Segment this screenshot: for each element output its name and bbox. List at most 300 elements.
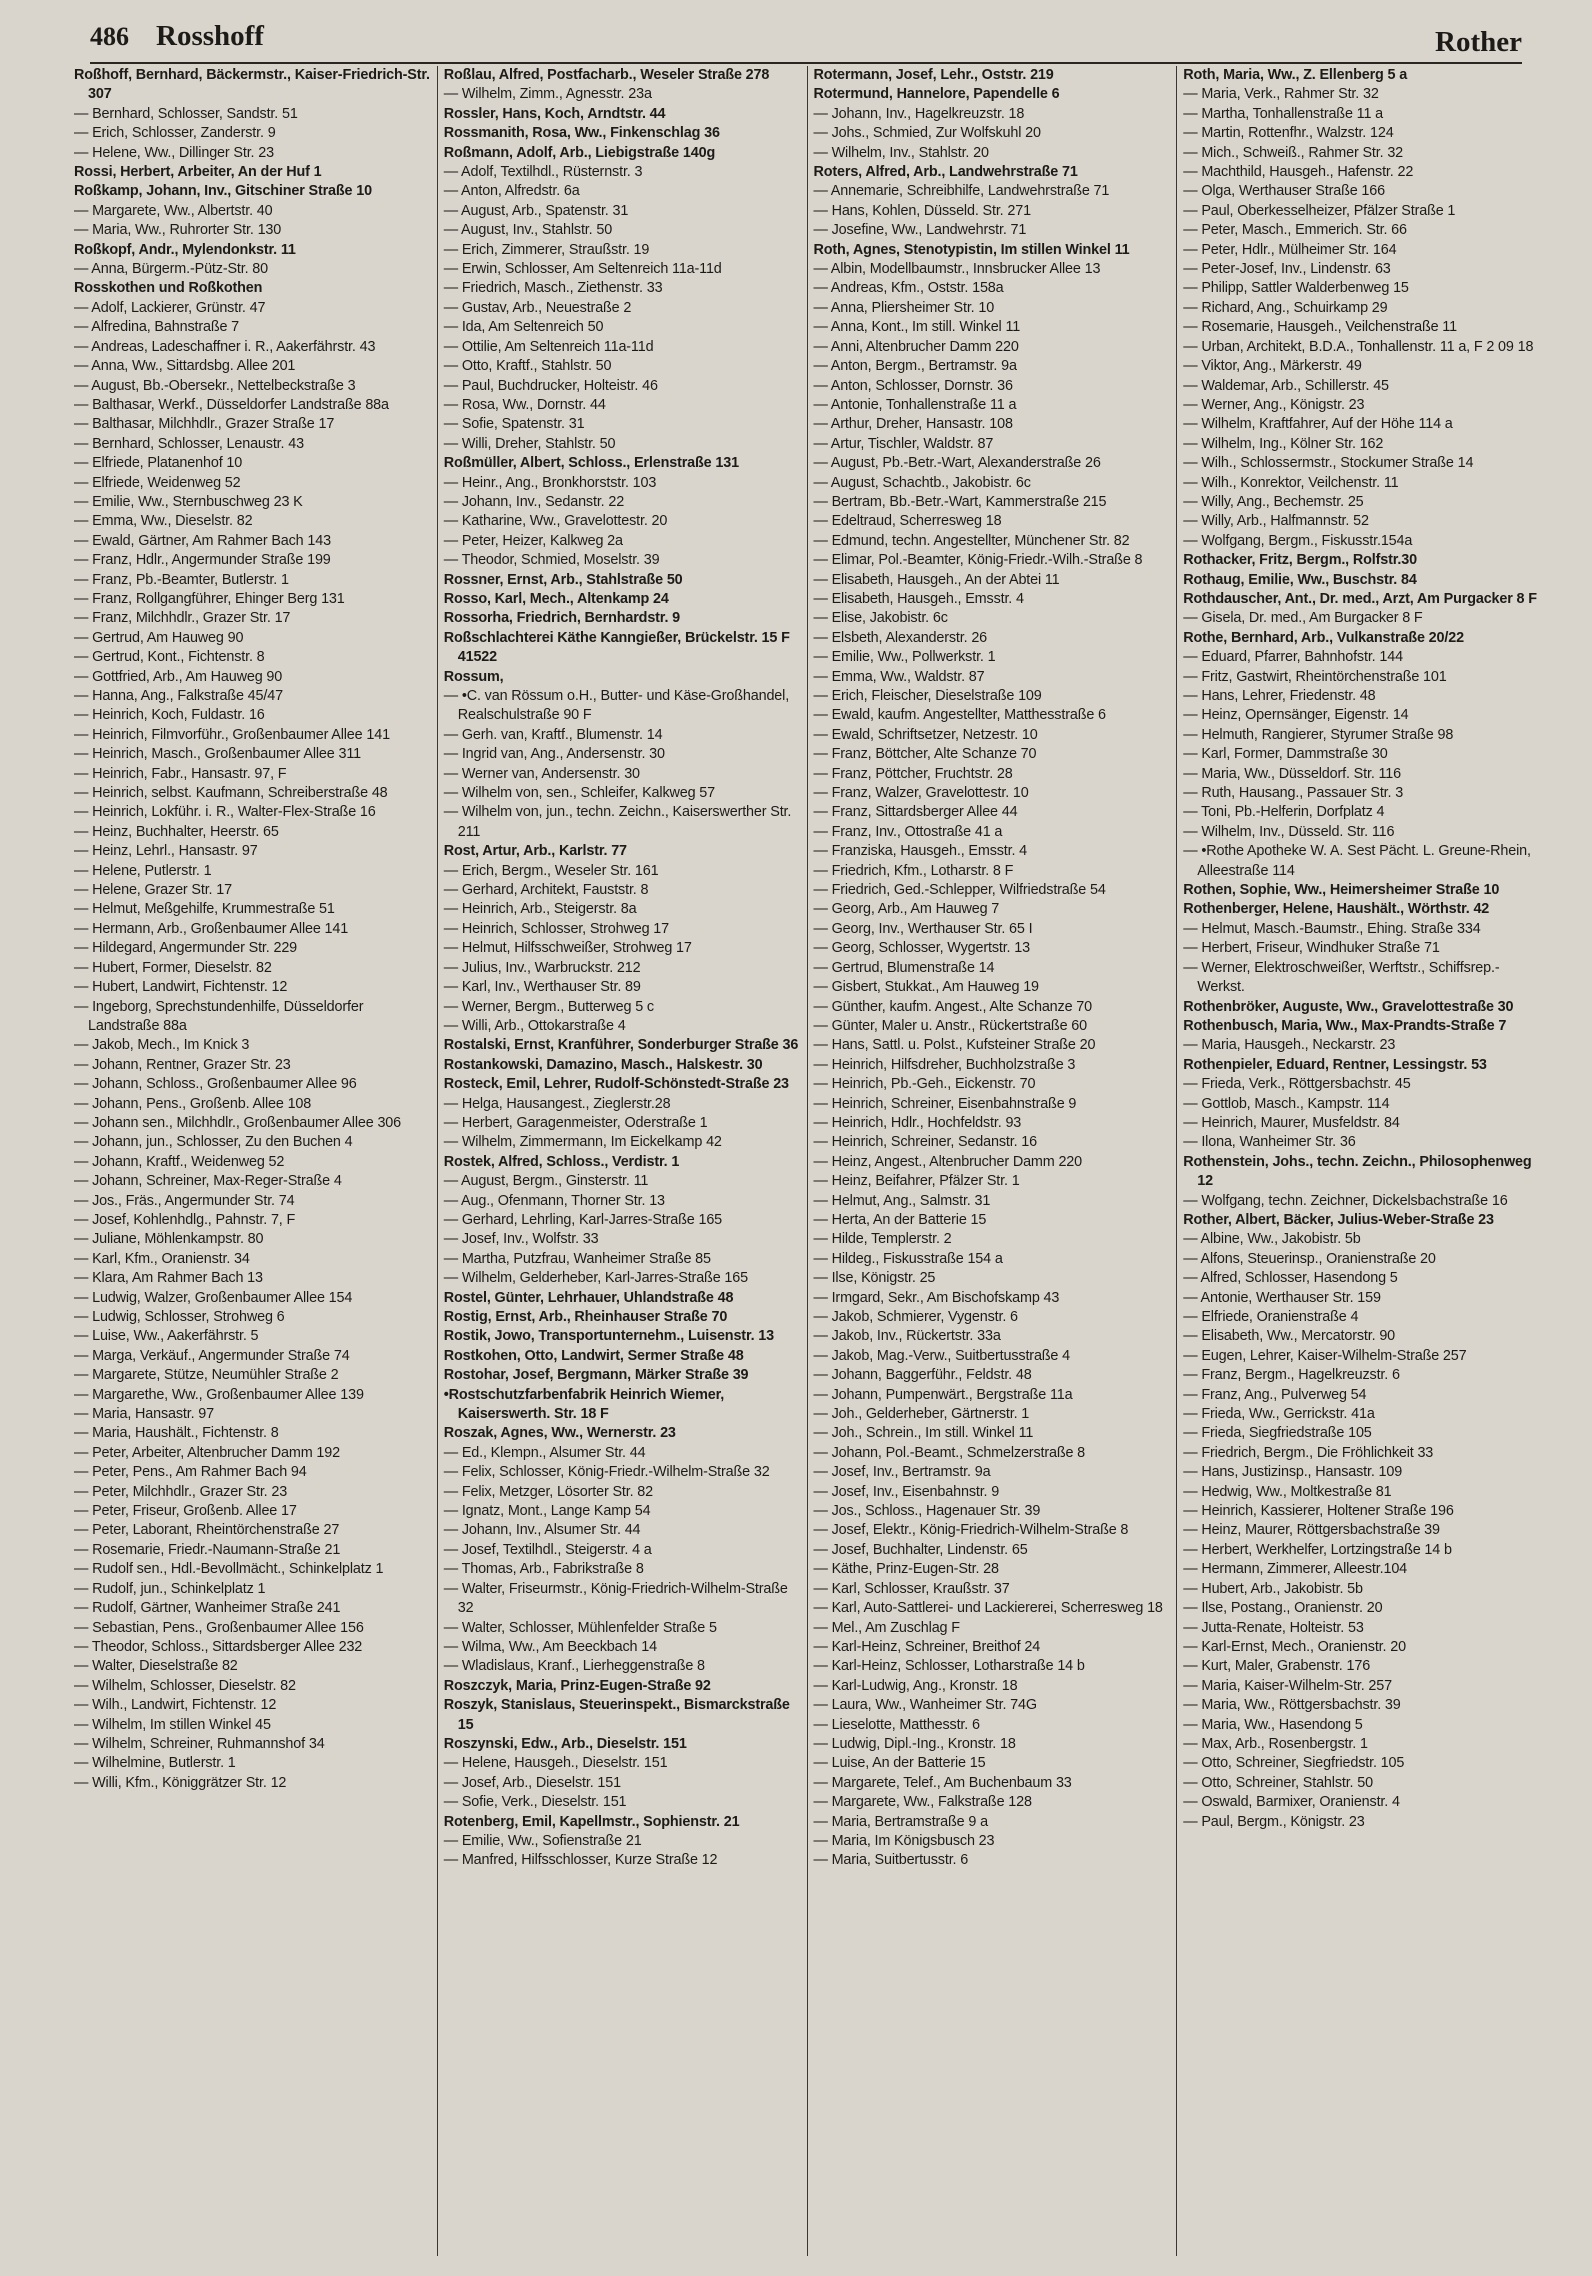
directory-entry: — Ruth, Hausang., Passauer Str. 3 — [1183, 785, 1404, 802]
directory-entry: — Josef, Inv., Eisenbahnstr. 9 — [813, 1483, 1000, 1500]
directory-entry: — Jos., Schloss., Hagenauer Str. 39 — [813, 1503, 1041, 1520]
directory-entry: Rostankowski, Damazino, Masch., Halskestr. 30 — [443, 1056, 763, 1073]
directory-entry: — Ewald, Schriftsetzer, Netzestr. 10 — [813, 726, 1038, 743]
directory-entry: — Johann, Rentner, Grazer Str. 23 — [74, 1056, 291, 1073]
directory-entry: — Hermann, Arb., Großenbaumer Allee 141 — [74, 920, 349, 937]
directory-entry: — Eduard, Pfarrer, Bahnhofstr. 144 — [1183, 649, 1403, 666]
directory-entry: — Peter-Josef, Inv., Lindenstr. 63 — [1183, 261, 1391, 278]
directory-entry: Rothaug, Emilie, Ww., Buschstr. 84 — [1183, 571, 1417, 588]
directory-entry: — Elisabeth, Hausgeh., Emsstr. 4 — [813, 590, 1024, 607]
directory-entry: — Frieda, Ww., Gerrickstr. 41a — [1183, 1406, 1375, 1423]
directory-entry: — Ed., Klempn., Alsumer Str. 44 — [443, 1444, 646, 1461]
directory-entry: — Josef, Inv., Wolfstr. 33 — [443, 1231, 599, 1248]
directory-entry: — Franz, Hdlr., Angermunder Straße 199 — [74, 552, 331, 569]
directory-entry: — Maria, Haushält., Fichtenstr. 8 — [74, 1425, 279, 1442]
directory-entry: — Maria, Bertramstraße 9 a — [813, 1813, 988, 1830]
directory-entry: — Josef, Textilhdl., Steigerstr. 4 a — [443, 1541, 652, 1558]
directory-entry: — Martin, Rottenfhr., Walzstr. 124 — [1183, 125, 1394, 142]
directory-entry: — Alfredina, Bahnstraße 7 — [74, 319, 240, 336]
directory-entry: — Johann, Schreiner, Max-Reger-Straße 4 — [74, 1173, 342, 1190]
directory-entry: — Balthasar, Milchhdlr., Grazer Straße 17 — [74, 416, 335, 433]
directory-entry: Roßschlachterei Käthe Kanngießer, Brückelstr. 15 F 41522 — [443, 629, 790, 666]
directory-entry: — Rosemarie, Friedr.-Naumann-Straße 21 — [74, 1541, 341, 1558]
directory-entry: — Waldemar, Arb., Schillerstr. 45 — [1183, 377, 1389, 394]
directory-entry: — Hubert, Landwirt, Fichtenstr. 12 — [74, 979, 288, 996]
directory-entry: — Johann, Pens., Großenb. Allee 108 — [74, 1095, 312, 1112]
directory-entry: Roßlau, Alfred, Postfacharb., Weseler Straße 278 — [443, 67, 770, 83]
directory-entry: — Fritz, Gastwirt, Rheintörchenstraße 101 — [1183, 668, 1447, 685]
directory-entry: — Gisela, Dr. med., Am Burgacker 8 F — [1183, 610, 1423, 627]
directory-entry: — Heinz, Opernsänger, Eigenstr. 14 — [1183, 707, 1409, 724]
directory-entry: — Paul, Oberkesselheizer, Pfälzer Straße 1 — [1183, 202, 1456, 219]
directory-entry: — Johs., Schmied, Zur Wolfskuhl 20 — [813, 125, 1041, 142]
directory-entry: — Helmut, Masch.-Baumstr., Ehing. Straße 334 — [1183, 920, 1481, 937]
directory-entry: — Hubert, Arb., Jakobistr. 5b — [1183, 1580, 1363, 1597]
directory-entry: Roth, Agnes, Stenotypistin, Im stillen Winkel 11 — [813, 241, 1130, 258]
directory-entry: — Paul, Bergm., Königstr. 23 — [1183, 1813, 1365, 1830]
directory-entry: — Maria, Ww., Düsseldorf. Str. 116 — [1183, 765, 1402, 782]
directory-entry: — Hans, Kohlen, Düsseld. Str. 271 — [813, 202, 1031, 219]
directory-entry: — Helene, Grazer Str. 17 — [74, 882, 232, 899]
directory-entry: — Elise, Jakobistr. 6c — [813, 610, 948, 627]
directory-entry: Roßmann, Adolf, Arb., Liebigstraße 140g — [443, 144, 716, 161]
directory-entry: — Anna, Bürgerm.-Pütz-Str. 80 — [74, 261, 269, 278]
directory-entry: — Richard, Ang., Schuirkamp 29 — [1183, 299, 1388, 316]
directory-entry: — Balthasar, Werkf., Düsseldorfer Landstraße 88a — [74, 396, 389, 413]
directory-entry: Rothacker, Fritz, Bergm., Rolfstr.30 — [1183, 552, 1417, 569]
directory-entry: — Erich, Fleischer, Dieselstraße 109 — [813, 688, 1042, 704]
directory-entry: Roßhoff, Bernhard, Bäckermstr., Kaiser-Friedrich-Str. 307 — [74, 67, 430, 103]
directory-entry: — Viktor, Ang., Märkerstr. 49 — [1183, 358, 1362, 375]
directory-entry: — Jakob, Mag.-Verw., Suitbertusstraße 4 — [813, 1347, 1070, 1364]
directory-entry: — Heinrich, Schreiner, Eisenbahnstraße 9 — [813, 1095, 1077, 1112]
directory-entry: — Alfons, Steuerinsp., Oranienstraße 20 — [1183, 1250, 1436, 1267]
directory-entry: — Johann, Pumpenwärt., Bergstraße 11a — [813, 1386, 1073, 1403]
directory-entry: — August, Arb., Spatenstr. 31 — [443, 202, 629, 219]
directory-entry: Rotenberg, Emil, Kapellmstr., Sophienstr. 21 — [443, 1813, 740, 1830]
directory-entry: — Ewald, kaufm. Angestellter, Matthesstraße 6 — [813, 707, 1106, 724]
directory-entry: — Wilhelm von, sen., Schleifer, Kalkweg 57 — [443, 785, 715, 802]
directory-entry: — Wilhelmine, Butlerstr. 1 — [74, 1755, 236, 1772]
directory-entry: — Irmgard, Sekr., Am Bischofskamp 43 — [813, 1289, 1060, 1306]
directory-entry: — Wilhelm, Inv., Düsseld. Str. 116 — [1183, 823, 1395, 840]
directory-entry: — Josef, Elektr., König-Friedrich-Wilhelm-Straße 8 — [813, 1522, 1129, 1539]
directory-entry: — Johann, jun., Schlosser, Zu den Buchen 4 — [74, 1134, 353, 1151]
directory-entry: — Albine, Ww., Jakobistr. 5b — [1183, 1231, 1361, 1248]
directory-entry: — Josef, Buchhalter, Lindenstr. 65 — [813, 1541, 1028, 1558]
directory-entry: — Erich, Schlosser, Zanderstr. 9 — [74, 125, 276, 142]
directory-entry: — Gerh. van, Kraftf., Blumenstr. 14 — [443, 726, 663, 743]
directory-entry: — Maria, Hausgeh., Neckarstr. 23 — [1183, 1037, 1396, 1054]
directory-entry: — Wilhelm, Kraftfahrer, Auf der Höhe 114 a — [1183, 416, 1453, 433]
directory-entry: — Wilh., Konrektor, Veilchenstr. 11 — [1183, 474, 1399, 491]
directory-entry: — Heinz, Buchhalter, Heerstr. 65 — [74, 823, 279, 840]
directory-entry: — Juliane, Möhlenkampstr. 80 — [74, 1231, 264, 1248]
directory-entry: — Karl, Auto-Sattlerei- und Lackiererei, Scherresweg 18 — [813, 1600, 1163, 1617]
directory-entry: — August, Schachtb., Jakobistr. 6c — [813, 474, 1031, 491]
directory-entry: — Ignatz, Mont., Lange Kamp 54 — [443, 1503, 651, 1520]
directory-entry: — Gustav, Arb., Neuestraße 2 — [443, 299, 632, 316]
directory-entry: — Helene, Putlerstr. 1 — [74, 862, 212, 879]
directory-entry: — Erwin, Schlosser, Am Seltenreich 11a-11d — [443, 261, 722, 278]
directory-entry: Rotermund, Hannelore, Papendelle 6 — [813, 86, 1060, 103]
directory-entry: — Herbert, Werkhelfer, Lortzingstraße 14 b — [1183, 1541, 1452, 1558]
directory-entry: Rother, Albert, Bäcker, Julius-Weber-Straße 23 — [1183, 1211, 1494, 1228]
directory-entry: — Bertram, Bb.-Betr.-Wart, Kammerstraße 215 — [813, 493, 1107, 510]
directory-entry: — Joh., Schrein., Im still. Winkel 11 — [813, 1425, 1034, 1442]
directory-entry: — Gottlob, Masch., Kampstr. 114 — [1183, 1095, 1390, 1112]
directory-entry: Rothenberger, Helene, Haushält., Wörthstr. 42 — [1183, 901, 1490, 918]
directory-entry: — Marga, Verkäuf., Angermunder Straße 74 — [74, 1347, 350, 1364]
directory-entry: — Wilhelm, Im stillen Winkel 45 — [74, 1716, 271, 1733]
directory-entry: — Margarethe, Ww., Großenbaumer Allee 139 — [74, 1386, 364, 1403]
directory-entry: — Franziska, Hausgeh., Emsstr. 4 — [813, 843, 1028, 860]
directory-entry: — Helene, Hausgeh., Dieselstr. 151 — [443, 1755, 668, 1772]
header-left-keyword: Rosshoff — [156, 20, 264, 52]
directory-entry: — Wilhelm, Inv., Stahlstr. 20 — [813, 144, 989, 161]
directory-entry: — Elfriede, Oranienstraße 4 — [1183, 1309, 1359, 1325]
directory-entry: Rostig, Ernst, Arb., Rheinhauser Straße 70 — [443, 1309, 728, 1325]
directory-entry: — Oswald, Barmixer, Oranienstr. 4 — [1183, 1794, 1400, 1811]
directory-entry: Rossi, Herbert, Arbeiter, An der Huf 1 — [74, 164, 322, 181]
directory-entry: — Helmuth, Rangierer, Styrumer Straße 98 — [1183, 726, 1454, 743]
directory-entry: — Willi, Arb., Ottokarstraße 4 — [443, 1017, 626, 1034]
directory-entry: — Walter, Dieselstraße 82 — [74, 1658, 238, 1675]
directory-entry: — Heinrich, Arb., Steigerstr. 8a — [443, 901, 637, 918]
directory-entry: — Josef, Kohlenhdlg., Pahnstr. 7, F — [74, 1211, 296, 1228]
directory-entry: — Peter, Arbeiter, Altenbrucher Damm 192 — [74, 1444, 340, 1461]
directory-entry: — Anton, Schlosser, Dornstr. 36 — [813, 377, 1013, 394]
directory-entry: — Hubert, Former, Dieselstr. 82 — [74, 959, 272, 976]
directory-entry: — Heinrich, selbst. Kaufmann, Schreiberstraße 48 — [74, 785, 388, 802]
directory-entry: — Peter, Friseur, Großenb. Allee 17 — [74, 1503, 297, 1520]
directory-entry: — Lieselotte, Matthesstr. 6 — [813, 1716, 980, 1733]
directory-entry: — Franz, Bergm., Hagelkreuzstr. 6 — [1183, 1367, 1400, 1384]
directory-entry: — Karl, Schlosser, Kraußstr. 37 — [813, 1580, 1010, 1597]
directory-entry: — Willi, Dreher, Stahlstr. 50 — [443, 435, 616, 452]
directory-entry: — Emilie, Ww., Sternbuschweg 23 K — [74, 493, 303, 510]
directory-entry: — Jakob, Schmierer, Vygenstr. 6 — [813, 1309, 1018, 1325]
directory-entry: Rossmanith, Rosa, Ww., Finkenschlag 36 — [443, 125, 720, 142]
directory-entry: — Julius, Inv., Warbruckstr. 212 — [443, 959, 641, 976]
directory-entry: — Werner, Bergm., Butterweg 5 c — [443, 998, 654, 1015]
directory-entry: — Artur, Tischler, Waldstr. 87 — [813, 435, 994, 452]
directory-entry: Rothenbröker, Auguste, Ww., Gravelottestraße 30 — [1183, 998, 1514, 1015]
directory-entry: — Wladislaus, Kranf., Lierheggenstraße 8 — [443, 1658, 705, 1675]
directory-entry: — Anton, Bergm., Bertramstr. 9a — [813, 358, 1017, 375]
directory-entry: — August, Inv., Stahlstr. 50 — [443, 222, 613, 239]
directory-entry: — Heinrich, Hdlr., Hochfeldstr. 93 — [813, 1114, 1022, 1131]
directory-entry: — Franz, Inv., Ottostraße 41 a — [813, 823, 1003, 840]
directory-entry: — Elimar, Pol.-Beamter, König-Friedr.-Wilh.-Straße 8 — [813, 552, 1143, 569]
directory-entry: — Manfred, Hilfsschlosser, Kurze Straße 12 — [443, 1852, 718, 1869]
directory-entry: — Wolfgang, Bergm., Fiskusstr.154a — [1183, 532, 1413, 549]
directory-entry: — Franz, Pb.-Beamter, Butlerstr. 1 — [74, 571, 289, 588]
directory-entry: — Willy, Arb., Halfmannstr. 52 — [1183, 513, 1369, 530]
directory-entry: — Werner, Elektroschweißer, Werftstr., Schiffsrep.-Werkst. — [1183, 959, 1500, 996]
directory-entry: — Johann, Kraftf., Weidenweg 52 — [74, 1153, 285, 1170]
directory-entry: — Heinrich, Lokführ. i. R., Walter-Flex-Straße 16 — [74, 804, 376, 821]
directory-entry: Rossner, Ernst, Arb., Stahlstraße 50 — [443, 571, 683, 588]
directory-entry: — Andreas, Kfm., Oststr. 158a — [813, 280, 1004, 297]
directory-entry: — Heinz, Angest., Altenbrucher Damm 220 — [813, 1153, 1083, 1170]
directory-entry: — Peter, Heizer, Kalkweg 2a — [443, 532, 623, 549]
directory-entry: Rostek, Alfred, Schloss., Verdistr. 1 — [443, 1153, 680, 1170]
directory-entry: — Urban, Architekt, B.D.A., Tonhallenstr. 11 a, F 2 09 18 — [1183, 338, 1534, 355]
directory-entry: — Rosa, Ww., Dornstr. 44 — [443, 396, 606, 413]
directory-entry: — Werner, Ang., Königstr. 23 — [1183, 396, 1365, 413]
directory-entry: — Heinrich, Schlosser, Strohweg 17 — [443, 920, 670, 937]
directory-entry: Rossorha, Friedrich, Bernhardstr. 9 — [443, 610, 681, 627]
directory-entry: — Jos., Fräs., Angermunder Str. 74 — [74, 1192, 295, 1209]
directory-entry: — Frieda, Siegfriedstraße 105 — [1183, 1425, 1372, 1442]
directory-entry: — Maria, Ww., Hasendong 5 — [1183, 1716, 1363, 1733]
directory-entry: — Herta, An der Batterie 15 — [813, 1211, 987, 1228]
directory-entry: — Helmut, Hilfsschweißer, Strohweg 17 — [443, 940, 692, 957]
directory-entry: — Hermann, Zimmerer, Alleestr.104 — [1183, 1561, 1408, 1578]
directory-entry: — Frieda, Verk., Röttgersbachstr. 45 — [1183, 1076, 1411, 1093]
directory-entry: — Edmund, techn. Angestellter, Münchener Str. 82 — [813, 532, 1130, 549]
directory-entry: — Felix, Schlosser, König-Friedr.-Wilhelm-Straße 32 — [443, 1464, 770, 1481]
directory-entry: — Franz, Rollgangführer, Ehinger Berg 131 — [74, 590, 345, 607]
directory-entry: — Franz, Sittardsberger Allee 44 — [813, 804, 1018, 821]
directory-entry: — Walter, Friseurmstr., König-Friedrich-Wilhelm-Straße 32 — [443, 1580, 788, 1617]
directory-entry: — Helene, Ww., Dillinger Str. 23 — [74, 144, 274, 161]
directory-entry: — Wilh., Schlossermstr., Stockumer Straße 14 — [1183, 455, 1474, 472]
directory-entry: — Luise, Ww., Aakerfährstr. 5 — [74, 1328, 259, 1345]
directory-entry: — Heinrich, Kassierer, Holtener Straße 196 — [1183, 1503, 1454, 1520]
directory-entry: Rotermann, Josef, Lehr., Oststr. 219 — [813, 67, 1054, 83]
directory-entry: — Hans, Lehrer, Friedenstr. 48 — [1183, 688, 1376, 704]
directory-entry: — Margarete, Ww., Falkstraße 128 — [813, 1794, 1032, 1811]
directory-entry: — Ingeborg, Sprechstundenhilfe, Düsseldorfer Landstraße 88a — [74, 998, 364, 1034]
directory-entry: — Anni, Altenbrucher Damm 220 — [813, 338, 1019, 355]
directory-entry: Rothenstein, Johs., techn. Zeichn., Philosophenweg 12 — [1183, 1153, 1532, 1190]
column-2 — [438, 66, 808, 2256]
directory-entry: — Ewald, Gärtner, Am Rahmer Bach 143 — [74, 532, 331, 549]
directory-entry: Rothen, Sophie, Ww., Heimersheimer Straße 10 — [1183, 882, 1500, 899]
directory-entry: — Karl-Heinz, Schreiner, Breithof 24 — [813, 1638, 1041, 1655]
directory-entry: — Rudolf, Gärtner, Wanheimer Straße 241 — [74, 1600, 341, 1617]
page-header — [90, 18, 1522, 64]
directory-entry: — Josef, Inv., Bertramstr. 9a — [813, 1464, 991, 1481]
directory-entry: — Wilhelm, Schreiner, Ruhmannshof 34 — [74, 1735, 325, 1752]
directory-entry: — Gertrud, Blumenstraße 14 — [813, 959, 995, 976]
directory-entry: — Käthe, Prinz-Eugen-Str. 28 — [813, 1561, 999, 1578]
directory-entry: — Hildeg., Fiskusstraße 154 a — [813, 1250, 1003, 1267]
directory-entry: — Jakob, Inv., Rückertstr. 33a — [813, 1328, 1001, 1345]
directory-entry: — Herbert, Garagenmeister, Oderstraße 1 — [443, 1114, 708, 1131]
directory-entry: Roszak, Agnes, Ww., Wernerstr. 23 — [443, 1425, 676, 1442]
directory-entry: — Otto, Schreiner, Siegfriedstr. 105 — [1183, 1755, 1405, 1772]
directory-entry: — Wilhelm, Ing., Kölner Str. 162 — [1183, 435, 1384, 452]
directory-entry: — •Rothe Apotheke W. A. Sest Pächt. L. Greune-Rhein, Alleestraße 114 — [1183, 843, 1531, 879]
directory-entry: — Franz, Ang., Pulverweg 54 — [1183, 1386, 1367, 1403]
directory-entry: — Heinrich, Schreiner, Sedanstr. 16 — [813, 1134, 1038, 1151]
directory-entry: — Peter, Masch., Emmerich. Str. 66 — [1183, 222, 1407, 239]
directory-columns — [68, 66, 1546, 2256]
directory-entry: — Emilie, Ww., Sofienstraße 21 — [443, 1832, 642, 1849]
directory-entry: — Sofie, Verk., Dieselstr. 151 — [443, 1794, 627, 1811]
directory-entry: — Maria, Ww., Röttgersbachstr. 39 — [1183, 1697, 1401, 1714]
directory-entry: — Maria, Verk., Rahmer Str. 32 — [1183, 86, 1379, 103]
directory-entry: — Wilhelm, Gelderheber, Karl-Jarres-Straße 165 — [443, 1270, 748, 1287]
directory-entry: — Martha, Putzfrau, Wanheimer Straße 85 — [443, 1250, 711, 1267]
directory-entry: — Mich., Schweiß., Rahmer Str. 32 — [1183, 144, 1404, 161]
directory-entry: Rossum, — [443, 668, 504, 685]
directory-entry: — Anna, Pliersheimer Str. 10 — [813, 299, 995, 316]
directory-entry: — Felix, Metzger, Lösorter Str. 82 — [443, 1483, 653, 1500]
directory-entry: — Ludwig, Dipl.-Ing., Kronstr. 18 — [813, 1735, 1016, 1752]
directory-entry: — Alfred, Schlosser, Hasendong 5 — [1183, 1270, 1398, 1287]
page-number: 486 — [90, 22, 129, 51]
directory-entry: — Ludwig, Schlosser, Strohweg 6 — [74, 1309, 285, 1325]
directory-entry: — Bernhard, Schlosser, Sandstr. 51 — [74, 105, 298, 122]
directory-entry: — Hans, Sattl. u. Polst., Kufsteiner Straße 20 — [813, 1037, 1096, 1054]
directory-entry: — Wilhelm von, jun., techn. Zeichn., Kaiserswerther Str. 211 — [443, 804, 792, 840]
directory-entry: — Ottilie, Am Seltenreich 11a-11d — [443, 338, 654, 355]
directory-entry: — Gerhard, Lehrling, Karl-Jarres-Straße 165 — [443, 1211, 723, 1228]
directory-entry: — Elfriede, Weidenweg 52 — [74, 474, 241, 491]
directory-entry: — Ida, Am Seltenreich 50 — [443, 319, 604, 336]
directory-entry: — Heinr., Ang., Bronkhorststr. 103 — [443, 474, 657, 491]
directory-entry: — Sofie, Spatenstr. 31 — [443, 416, 585, 433]
directory-entry: — Philipp, Sattler Walderbenweg 15 — [1183, 280, 1409, 297]
directory-entry: — Andreas, Ladeschaffner i. R., Aakerfährstr. 43 — [74, 338, 376, 355]
directory-entry: — Luise, An der Batterie 15 — [813, 1755, 986, 1772]
directory-entry: — Margarete, Telef., Am Buchenbaum 33 — [813, 1774, 1072, 1791]
directory-entry: — Laura, Ww., Wanheimer Str. 74G — [813, 1697, 1037, 1714]
directory-entry: — Erich, Zimmerer, Straußstr. 19 — [443, 241, 650, 258]
directory-entry: — Anna, Ww., Sittardsbg. Allee 201 — [74, 358, 296, 375]
directory-entry: — Friedrich, Ged.-Schlepper, Wilfriedstraße 54 — [813, 882, 1106, 899]
directory-entry: — Kurt, Maler, Grabenstr. 176 — [1183, 1658, 1371, 1675]
directory-entry: — Johann sen., Milchhdlr., Großenbaumer Allee 306 — [74, 1114, 402, 1131]
directory-entry: — August, Pb.-Betr.-Wart, Alexanderstraße 26 — [813, 455, 1101, 472]
directory-entry: Roth, Maria, Ww., Z. Ellenberg 5 a — [1183, 67, 1408, 83]
directory-entry: — Heinz, Maurer, Röttgersbachstraße 39 — [1183, 1522, 1440, 1539]
directory-entry: Rothenbusch, Maria, Ww., Max-Prandts-Straße 7 — [1183, 1017, 1507, 1034]
directory-entry: — August, Bergm., Ginsterstr. 11 — [443, 1173, 649, 1190]
directory-entry: — Otto, Schreiner, Stahlstr. 50 — [1183, 1774, 1373, 1791]
directory-entry: — Maria, Ww., Ruhrorter Str. 130 — [74, 222, 282, 239]
directory-entry: — Heinz, Beifahrer, Pfälzer Str. 1 — [813, 1173, 1020, 1190]
directory-entry: — Günter, Maler u. Anstr., Rückertstraße 60 — [813, 1017, 1087, 1034]
directory-entry: Roszynski, Edw., Arb., Dieselstr. 151 — [443, 1735, 687, 1752]
directory-entry: — Adolf, Textilhdl., Rüsternstr. 3 — [443, 164, 643, 181]
directory-entry: — Johann, Inv., Hagelkreuzstr. 18 — [813, 105, 1025, 122]
directory-entry: — Sebastian, Pens., Großenbaumer Allee 156 — [74, 1619, 364, 1636]
directory-entry: — Anna, Kont., Im still. Winkel 11 — [813, 319, 1021, 336]
directory-entry: — Emma, Ww., Dieselstr. 82 — [74, 513, 253, 530]
directory-entry: — Joh., Gelderheber, Gärtnerstr. 1 — [813, 1406, 1030, 1423]
directory-entry: — Willy, Ang., Bechemstr. 25 — [1183, 493, 1364, 510]
directory-entry: — Gisbert, Stukkat., Am Hauweg 19 — [813, 979, 1039, 996]
directory-entry: Rostel, Günter, Lehrhauer, Uhlandstraße 48 — [443, 1289, 734, 1306]
directory-entry: — •C. van Rössum o.H., Butter- und Käse-Großhandel, Realschulstraße 90 F — [443, 688, 790, 724]
directory-entry: Rostohar, Josef, Bergmann, Märker Straße 39 — [443, 1367, 749, 1384]
directory-entry: — Franz, Walzer, Gravelottestr. 10 — [813, 785, 1029, 802]
directory-entry: — Karl-Ernst, Mech., Oranienstr. 20 — [1183, 1638, 1406, 1655]
directory-entry: — Anton, Alfredstr. 6a — [443, 183, 580, 200]
directory-entry: — Johann, Inv., Alsumer Str. 44 — [443, 1522, 641, 1539]
directory-entry: — Arthur, Dreher, Hansastr. 108 — [813, 416, 1013, 433]
directory-entry: — Peter, Pens., Am Rahmer Bach 94 — [74, 1464, 307, 1481]
directory-entry: — Josefine, Ww., Landwehrstr. 71 — [813, 222, 1027, 239]
directory-entry: Roszyk, Stanislaus, Steuerinspekt., Bismarckstraße 15 — [443, 1697, 790, 1733]
directory-entry: — Mel., Am Zuschlag F — [813, 1619, 960, 1636]
directory-entry: Rosso, Karl, Mech., Altenkamp 24 — [443, 590, 669, 607]
directory-entry: — Peter, Laborant, Rheintörchenstraße 27 — [74, 1522, 340, 1539]
directory-entry: — Helmut, Meßgehilfe, Krummestraße 51 — [74, 901, 335, 918]
directory-entry: — Paul, Buchdrucker, Holteistr. 46 — [443, 377, 658, 394]
directory-entry: •Rostschutzfarbenfabrik Heinrich Wiemer, Kaiserswerth. Str. 18 F — [443, 1386, 725, 1423]
directory-entry: — Theodor, Schmied, Moselstr. 39 — [443, 552, 660, 569]
directory-entry: — Elisabeth, Ww., Mercatorstr. 90 — [1183, 1328, 1396, 1345]
directory-entry: — Friedrich, Masch., Ziethenstr. 33 — [443, 280, 663, 297]
directory-entry: — Jutta-Renate, Holteistr. 53 — [1183, 1619, 1364, 1636]
directory-entry: — Thomas, Arb., Fabrikstraße 8 — [443, 1561, 644, 1578]
directory-entry: Rosskothen und Roßkothen — [74, 280, 263, 297]
directory-entry: Rostalski, Ernst, Kranführer, Sonderburger Straße 36 — [443, 1037, 799, 1054]
directory-entry: — Toni, Pb.-Helferin, Dorfplatz 4 — [1183, 804, 1385, 821]
directory-entry: — Friedrich, Kfm., Lotharstr. 8 F — [813, 862, 1014, 879]
directory-entry: — Olga, Werthauser Straße 166 — [1183, 183, 1385, 200]
directory-entry: — Ingrid van, Ang., Andersenstr. 30 — [443, 746, 665, 763]
directory-entry: — Wilhelm, Zimm., Agnesstr. 23a — [443, 86, 652, 103]
directory-entry: — Karl-Heinz, Schlosser, Lotharstraße 14 b — [813, 1658, 1085, 1675]
directory-entry: Rothdauscher, Ant., Dr. med., Arzt, Am Purgacker 8 F — [1183, 590, 1537, 607]
directory-entry: Rosteck, Emil, Lehrer, Rudolf-Schönstedt-Straße 23 — [443, 1076, 789, 1093]
directory-entry: — Aug., Ofenmann, Thorner Str. 13 — [443, 1192, 665, 1209]
directory-entry: — Josef, Arb., Dieselstr. 151 — [443, 1774, 621, 1791]
directory-entry: — Maria, Suitbertusstr. 6 — [813, 1852, 969, 1869]
directory-entry: — Johann, Pol.-Beamt., Schmelzerstraße 8 — [813, 1444, 1086, 1461]
directory-entry: — Maria, Hansastr. 97 — [74, 1406, 215, 1423]
directory-entry: Rostik, Jowo, Transportunternehm., Luisenstr. 13 — [443, 1328, 774, 1345]
directory-entry: — Peter, Milchhdlr., Grazer Str. 23 — [74, 1483, 288, 1500]
directory-entry: — Klara, Am Rahmer Bach 13 — [74, 1270, 263, 1287]
directory-entry: — Karl, Kfm., Oranienstr. 34 — [74, 1250, 250, 1267]
directory-entry: — Emma, Ww., Waldstr. 87 — [813, 668, 985, 685]
directory-entry: — Ilse, Königstr. 25 — [813, 1270, 936, 1287]
directory-entry: — Elfriede, Platanenhof 10 — [74, 455, 243, 472]
directory-entry: Roßkopf, Andr., Mylendonkstr. 11 — [74, 241, 296, 258]
directory-entry: — Annemarie, Schreibhilfe, Landwehrstraße 71 — [813, 183, 1110, 200]
directory-entry: — Margarete, Ww., Albertstr. 40 — [74, 202, 273, 219]
directory-entry: Rost, Artur, Arb., Karlstr. 77 — [443, 843, 627, 860]
directory-entry: — Emilie, Ww., Pollwerkstr. 1 — [813, 649, 996, 666]
directory-entry: — Georg, Schlosser, Wygertstr. 13 — [813, 940, 1030, 957]
directory-entry: — Wolfgang, techn. Zeichner, Dickelsbachstraße 16 — [1183, 1192, 1508, 1209]
directory-entry: — Hans, Justizinsp., Hansastr. 109 — [1183, 1464, 1403, 1481]
directory-entry: Rothe, Bernhard, Arb., Vulkanstraße 20/22 — [1183, 629, 1464, 646]
directory-entry: — Willi, Kfm., Königgrätzer Str. 12 — [74, 1774, 287, 1791]
directory-entry: — Gertrud, Kont., Fichtenstr. 8 — [74, 649, 265, 666]
directory-entry: — Jakob, Mech., Im Knick 3 — [74, 1037, 250, 1054]
directory-entry: — August, Bb.-Obersekr., Nettelbeckstraße 3 — [74, 377, 356, 394]
directory-entry: — Gerhard, Architekt, Fauststr. 8 — [443, 882, 649, 899]
directory-entry: — Günther, kaufm. Angest., Alte Schanze 70 — [813, 998, 1092, 1015]
directory-entry: — Wilh., Landwirt, Fichtenstr. 12 — [74, 1697, 277, 1714]
directory-entry: — Elisabeth, Hausgeh., An der Abtei 11 — [813, 571, 1060, 588]
directory-entry: Roters, Alfred, Arb., Landwehrstraße 71 — [813, 164, 1078, 181]
directory-entry: — Johann, Inv., Sedanstr. 22 — [443, 493, 625, 510]
directory-entry: — Franz, Milchhdlr., Grazer Str. 17 — [74, 610, 291, 627]
directory-entry: — Heinrich, Pb.-Geh., Eickenstr. 70 — [813, 1076, 1036, 1093]
directory-entry: — Helga, Hausangest., Zieglerstr.28 — [443, 1095, 671, 1112]
directory-entry: — Gottfried, Arb., Am Hauweg 90 — [74, 668, 283, 685]
